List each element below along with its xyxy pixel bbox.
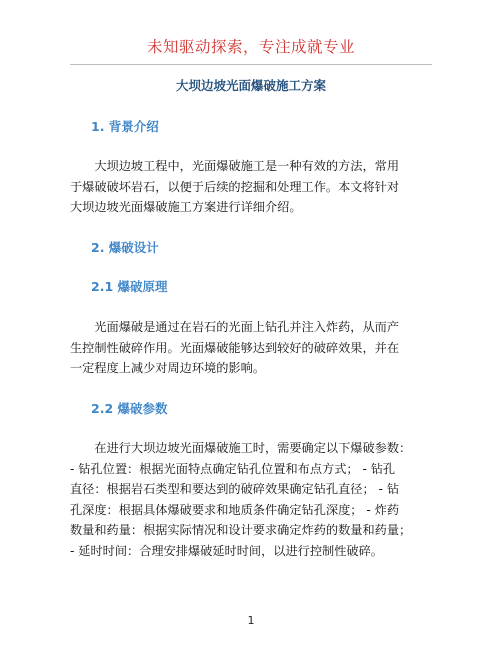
paragraph-line: 孔深度：根据具体爆破要求和地质条件确定钻孔深度； - 炸药 [70,502,400,517]
paragraph-background [70,156,442,218]
paragraph-line: 大坝边坡光面爆破施工方案进行详细介绍。 [70,200,302,214]
paragraph-line: 光面爆破是通过在岩石的光面上钻孔并注入炸药，从而产 [70,320,400,334]
paragraph-line: - 延时时间：合理安排爆破延时时间，以进行控制性破碎。 [70,543,383,558]
header-divider [70,64,432,65]
paragraph-blasting-principle [70,317,442,379]
subsection-heading-blasting-parameters: 2.2 爆破参数 [91,401,168,416]
paragraph-line: 在进行大坝边坡光面爆破施工时，需要确定以下爆破参数： [70,441,412,455]
page-number: 1 [247,614,255,627]
paragraph-line: 一定程度上减少对周边环境的影响。 [70,361,265,375]
paragraph-line: 于爆破破坏岩石，以便于后续的挖掘和处理工作。本文将针对 [70,179,400,194]
paragraph-line: - 钻孔位置：根据光面特点确定钻孔位置和布点方式； - 钻孔 [70,461,396,476]
paragraph-line: 数量和药量：根据实际情况和设计要求确定炸药的数量和药量； [70,523,412,537]
section-heading-blasting-design: 2. 爆破设计 [91,240,159,255]
subsection-heading-blasting-principle: 2.1 爆破原理 [91,279,168,294]
header-slogan: 未知驱动探索，专注成就专业 [146,38,355,56]
paragraph-line: 直径：根据岩石类型和要达到的破碎效果确定钻孔直径； - 钻 [70,482,400,496]
paragraph-line: 大坝边坡工程中，光面爆破施工是一种有效的方法，常用 [70,159,400,173]
document-title: 大坝边坡光面爆破施工方案 [175,78,326,93]
paragraph-blasting-parameters [70,438,442,561]
paragraph-line: 生控制性破碎作用。光面爆破能够达到较好的破碎效果，并在 [70,340,400,355]
section-heading-background: 1. 背景介绍 [91,119,159,134]
